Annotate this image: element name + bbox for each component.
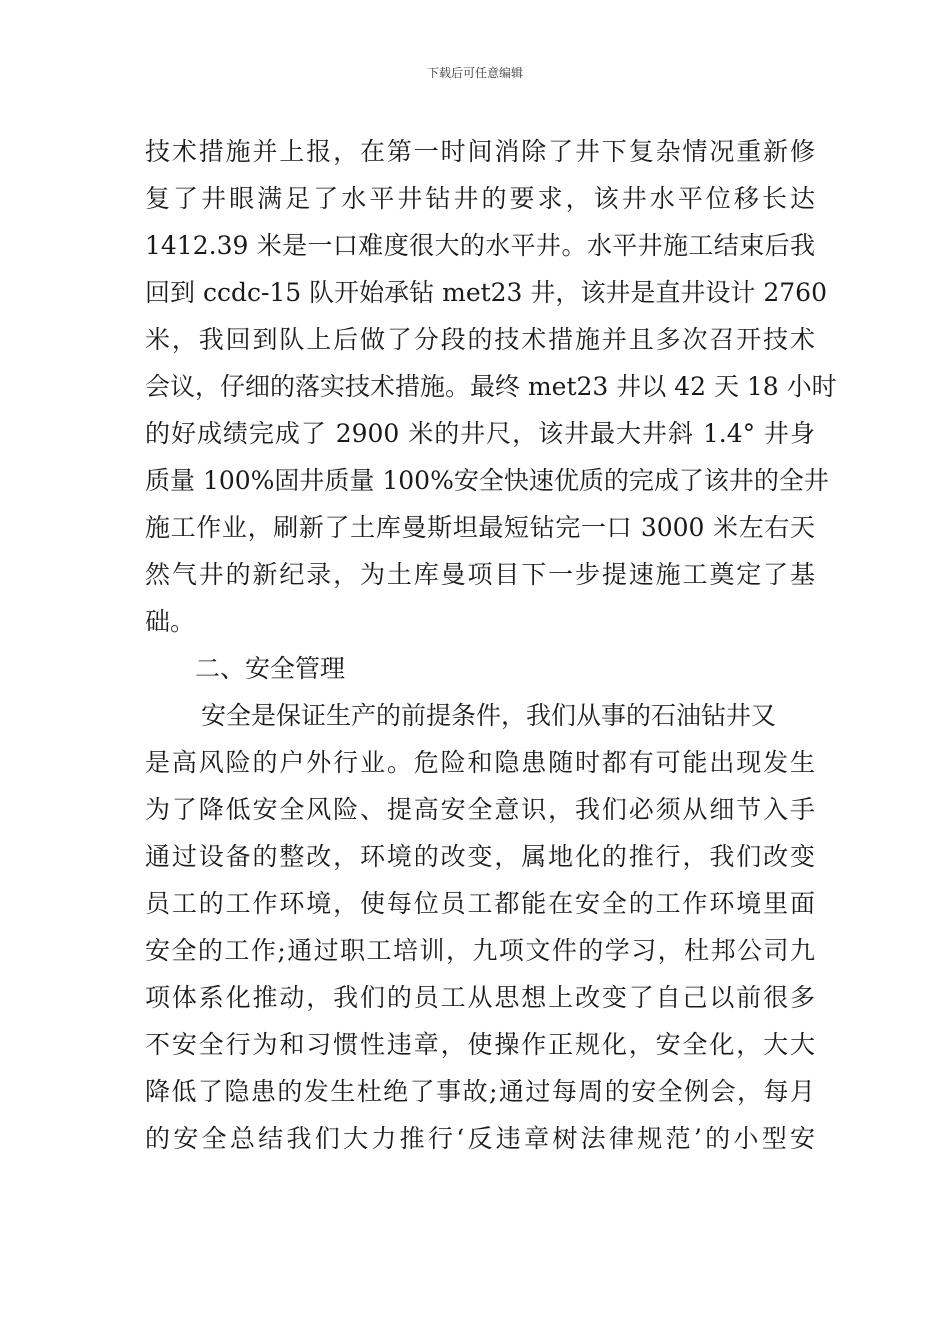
text-line: 是高风险的户外行业。危险和隐患随时都有可能出现发生 bbox=[145, 748, 815, 777]
text-line: 降低了隐患的发生杜绝了事故;通过每周的安全例会，每月 bbox=[145, 1077, 815, 1106]
paragraph-safety-management bbox=[145, 692, 815, 1162]
text-line: 施工作业，刷新了土库曼斯坦最短钻完一口 3000 米左右天 bbox=[145, 513, 815, 542]
text-line: 技术措施并上报，在第一时间消除了井下复杂情况重新修 bbox=[145, 137, 815, 166]
text-line: 不安全行为和习惯性违章，使操作正规化，安全化，大大 bbox=[145, 1030, 815, 1059]
text-line: 员工的工作环境，使每位员工都能在安全的工作环境里面 bbox=[145, 889, 815, 918]
text-line: 础。 bbox=[145, 607, 196, 636]
text-line: 通过设备的整改，环境的改变，属地化的推行，我们改变 bbox=[145, 842, 815, 871]
section-heading: 二、安全管理 bbox=[195, 654, 346, 683]
page-header: 下载后可任意编辑 bbox=[426, 66, 523, 80]
text-line: 的安全总结我们大力推行‘反违章树法律规范’的小型安 bbox=[145, 1124, 815, 1153]
document-body bbox=[145, 128, 837, 1162]
text-line: 回到 ccdc-15 队开始承钻 met23 井，该井是直井设计 2760 bbox=[145, 278, 827, 307]
paragraph-continued bbox=[145, 128, 837, 645]
text-line: 米，我回到队上后做了分段的技术措施并且多次召开技术 bbox=[145, 325, 815, 354]
text-line: 安全是保证生产的前提条件，我们从事的石油钻井又 bbox=[201, 701, 777, 730]
text-line: 为了降低安全风险、提高安全意识，我们必须从细节入手 bbox=[145, 795, 815, 824]
text-line: 1412.39 米是一口难度很大的水平井。水平井施工结束后我 bbox=[145, 231, 815, 260]
text-line: 然气井的新纪录，为土库曼项目下一步提速施工奠定了基 bbox=[145, 560, 815, 589]
text-line: 项体系化推动，我们的员工从思想上改变了自己以前很多 bbox=[145, 983, 815, 1012]
text-line: 的好成绩完成了 2900 米的井尺，该井最大井斜 1.4° 井身 bbox=[145, 419, 815, 448]
text-line: 质量 100%固井质量 100%安全快速优质的完成了该井的全井 bbox=[145, 466, 829, 495]
text-line: 会议，仔细的落实技术措施。最终 met23 井以 42 天 18 小时 bbox=[145, 372, 837, 401]
text-line: 复了井眼满足了水平井钻井的要求，该井水平位移长达 bbox=[145, 184, 815, 213]
text-line: 安全的工作;通过职工培训，九项文件的学习，杜邦公司九 bbox=[145, 936, 815, 965]
